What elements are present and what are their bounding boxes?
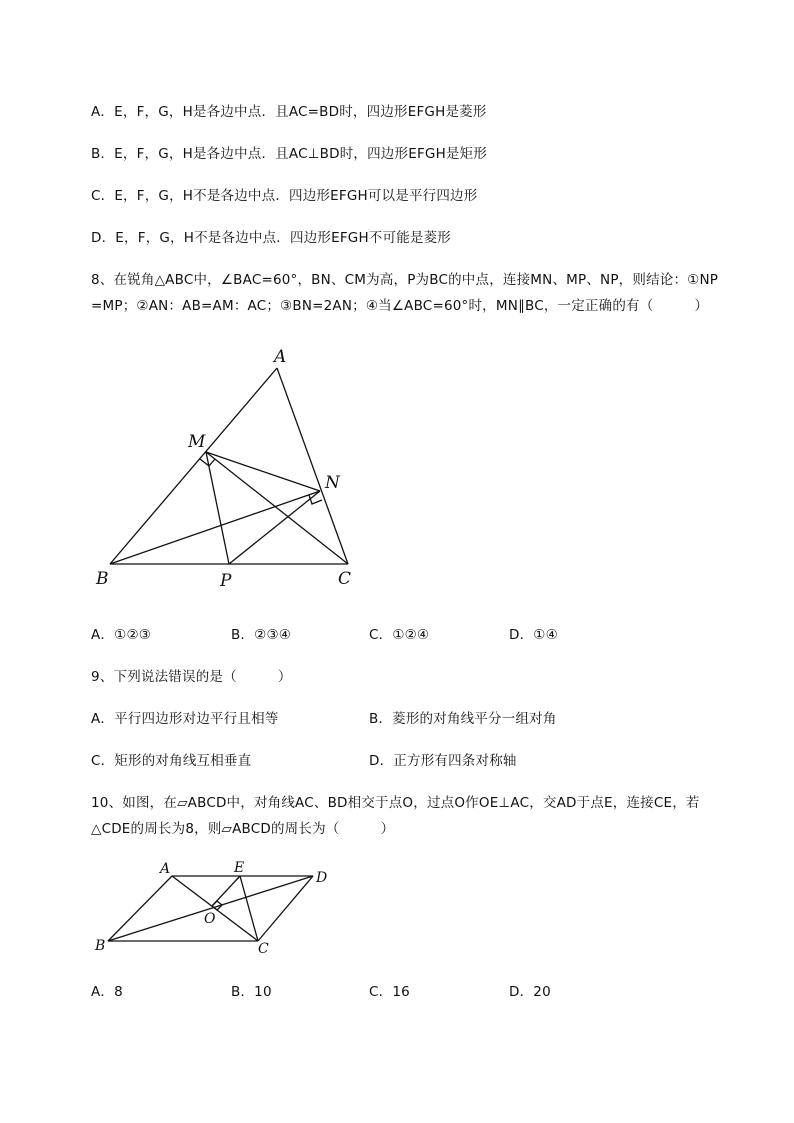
q7-option-a: A．E，F，G，H是各边中点．且AC=BD时，四边形EFGH是菱形: [91, 104, 487, 120]
side-dc: [258, 876, 313, 941]
q8-stem-line1: 8、在锐角△ABC中，∠BAC=60°，BN、CM为高，P为BC的中点，连接MN、MP、NP，则结论：①NP: [91, 272, 719, 288]
label-d: D: [316, 870, 328, 886]
q10-stem-line2: △CDE的周长为8，则▱ABCD的周长为（ ）: [91, 821, 395, 837]
label-a: A: [160, 861, 171, 877]
segment-ce: [240, 876, 258, 941]
label-n: N: [325, 473, 340, 493]
q10-option-b: B．10: [231, 984, 272, 1000]
label-b: B: [96, 569, 109, 589]
label-m: M: [188, 432, 206, 452]
q8-option-c: C．①②④: [369, 627, 430, 643]
label-e: E: [234, 860, 245, 876]
q7-option-d: D．E，F，G，H不是各边中点．四边形EFGH不可能是菱形: [91, 230, 452, 246]
q8-option-d: D．①④: [509, 627, 558, 643]
q9-option-d: D．正方形有四条对称轴: [369, 753, 517, 769]
label-b: B: [95, 938, 106, 954]
q8-option-a: A．①②③: [91, 627, 152, 643]
q7-option-b: B．E，F，G，H是各边中点．且AC⊥BD时，四边形EFGH是矩形: [91, 146, 488, 162]
label-c: C: [338, 569, 352, 589]
label-c: C: [258, 941, 269, 957]
q8-stem-line2: =MP；②AN：AB=AM：AC；③BN=2AN；④当∠ABC=60°时，MN∥BC，一定正确的有（ ）: [91, 298, 709, 314]
q9-option-b: B．菱形的对角线平分一组对角: [369, 711, 557, 727]
label-a: A: [274, 347, 287, 367]
q10-stem-line1: 10、如图，在▱ABCD中，对角线AC、BD相交于点O，过点O作OE⊥AC，交AD于点E，连接CE，若: [91, 795, 700, 811]
q8-option-b: B．②③④: [231, 627, 292, 643]
q9-stem: 9、下列说法错误的是（ ）: [91, 669, 292, 685]
diagonal-bd: [108, 876, 313, 941]
label-p: P: [220, 571, 232, 591]
q9-option-c: C．矩形的对角线互相垂直: [91, 753, 252, 769]
q10-option-a: A．8: [91, 984, 123, 1000]
q10-option-d: D．20: [509, 984, 551, 1000]
label-o: O: [204, 911, 216, 927]
q10-option-c: C．16: [369, 984, 410, 1000]
q9-option-a: A．平行四边形对边平行且相等: [91, 711, 279, 727]
q7-option-c: C．E，F，G，H不是各边中点．四边形EFGH可以是平行四边形: [91, 188, 478, 204]
